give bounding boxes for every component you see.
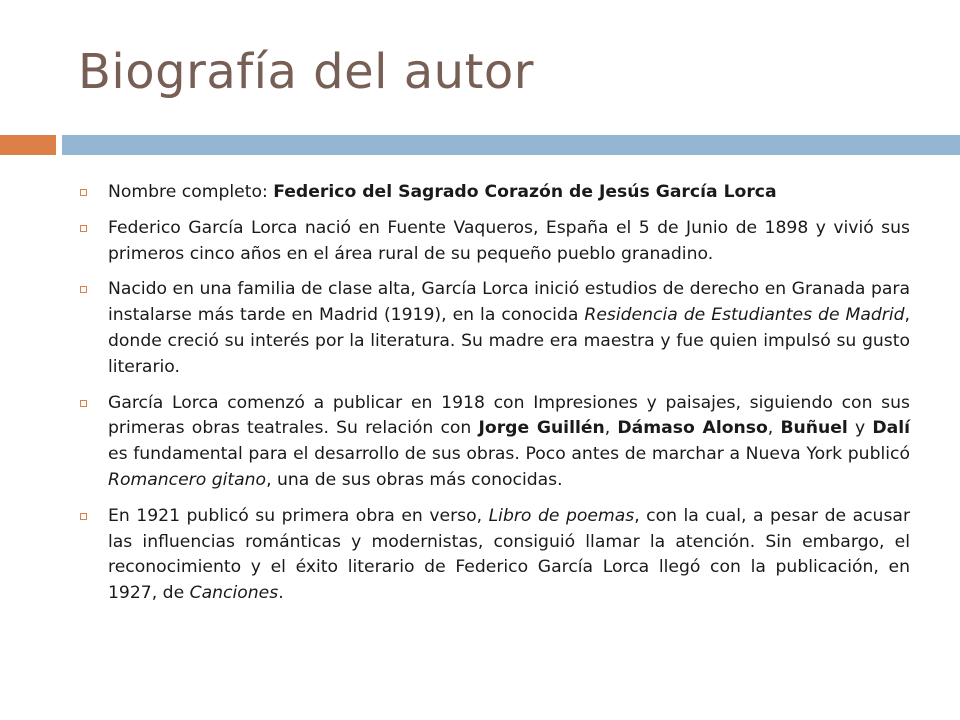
name-guillen: Jorge Guillén bbox=[478, 418, 605, 439]
list-item-full-name bbox=[78, 180, 910, 206]
item-text: En 1921 publicó su primera obra en verso, bbox=[108, 505, 489, 526]
list-item-birth bbox=[78, 216, 910, 268]
square-bullet-icon bbox=[80, 225, 87, 232]
square-bullet-icon bbox=[80, 400, 87, 407]
item-text: García Lorca comenzó a publicar en 1918 con Impresiones y paisajes, siguiendo con sus primeras obras teatrales. Su relación con bbox=[108, 392, 910, 439]
item-text: , donde creció su interés por la literatura. Su madre era maestra y fue quien impulsó su gusto literario. bbox=[108, 305, 910, 377]
name-alonso: Dámaso Alonso bbox=[617, 418, 768, 439]
romancero-text: Romancero gitano bbox=[108, 469, 267, 490]
item-text: , con la cual, a pesar de acusar las influencias románticas y modernistas, consiguió llamar la atención. Sin embargo, el reconocimiento y el éxito literario de Federico García Lorca llegó con la publicación, en 1927, de bbox=[108, 505, 911, 604]
list-item-publications bbox=[78, 391, 910, 494]
item-text: , bbox=[767, 418, 781, 439]
title-underline-bar bbox=[62, 135, 960, 155]
residencia-text: Residencia de Estudiantes de Madrid bbox=[584, 305, 905, 326]
item-text: Federico García Lorca nació en Fuente Vaqueros, España el 5 de Junio de 1898 y vivió sus primeros cinco años en el área rural de su pequeño pueblo granadino. bbox=[108, 217, 910, 264]
item-text: es fundamental para el desarrollo de sus obras. Poco antes de marchar a Nueva York publicó bbox=[108, 444, 910, 465]
full-name-text: Federico del Sagrado Corazón de Jesús García Lorca bbox=[273, 182, 777, 202]
libro-poemas-text: Libro de poemas bbox=[488, 505, 635, 526]
item-text: Nombre completo: bbox=[108, 182, 274, 202]
name-dali: Dalí bbox=[872, 418, 910, 439]
item-text: , bbox=[604, 418, 618, 439]
bullet-list bbox=[78, 180, 910, 617]
item-text: y bbox=[847, 418, 873, 439]
square-bullet-icon bbox=[80, 513, 87, 520]
item-text: Nacido en una familia de clase alta, García Lorca inició estudios de derecho en Granada para instalarse más tarde en Madrid (1919), en la conocida bbox=[108, 279, 910, 326]
square-bullet-icon bbox=[80, 286, 87, 293]
list-item-first-work bbox=[78, 504, 910, 607]
item-text: . bbox=[278, 583, 284, 604]
name-bunuel: Buñuel bbox=[780, 418, 848, 439]
list-item-education bbox=[78, 277, 910, 380]
slide-title: Biografía del autor bbox=[78, 44, 535, 100]
canciones-text: Canciones bbox=[189, 583, 279, 604]
item-text: , una de sus obras más conocidas. bbox=[266, 469, 563, 490]
accent-bar bbox=[0, 135, 56, 155]
square-bullet-icon bbox=[80, 189, 87, 196]
